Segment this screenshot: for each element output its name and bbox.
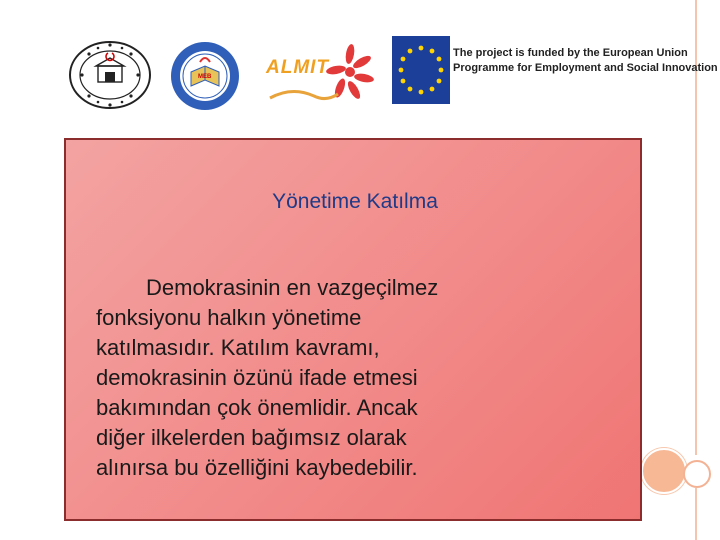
paragraph-line: demokrasinin özünü ifade etmesi: [96, 365, 418, 390]
svg-text:MEB: MEB: [198, 74, 212, 80]
paragraph-line: Demokrasinin en vazgeçilmez: [146, 275, 439, 300]
eu-funding-text: [453, 46, 718, 76]
eu-flag-icon: [392, 36, 450, 104]
paragraph-line: diğer ilkelerden bağımsız olarak: [96, 425, 407, 450]
paragraph-line: alınırsa bu özelliğini kaybedebilir.: [96, 455, 418, 480]
meb-emblem-icon: [164, 40, 246, 112]
logo-bar: [0, 30, 720, 110]
decorative-circle-large: [641, 448, 687, 494]
eu-funding-line-1: The project is funded by the European Union: [453, 47, 688, 59]
paragraph-line: bakımından çok önemlidir. Ancak: [96, 395, 418, 420]
decorative-line-bottom: [695, 488, 697, 540]
almit-wordmark: ALMIT: [266, 57, 330, 78]
content-paragraph: [96, 273, 626, 483]
content-box: [64, 138, 642, 521]
school-emblem-icon: [68, 40, 152, 110]
paragraph-line: fonksiyonu halkın yönetime: [96, 305, 362, 330]
decorative-circle-small: [683, 460, 711, 488]
content-title: Yönetime Katılma: [272, 190, 438, 213]
paragraph-line: katılmasıdır. Katılım kavramı,: [96, 335, 380, 360]
eu-funding-line-2: Programme for Employment and Social Innovation: [453, 62, 718, 74]
